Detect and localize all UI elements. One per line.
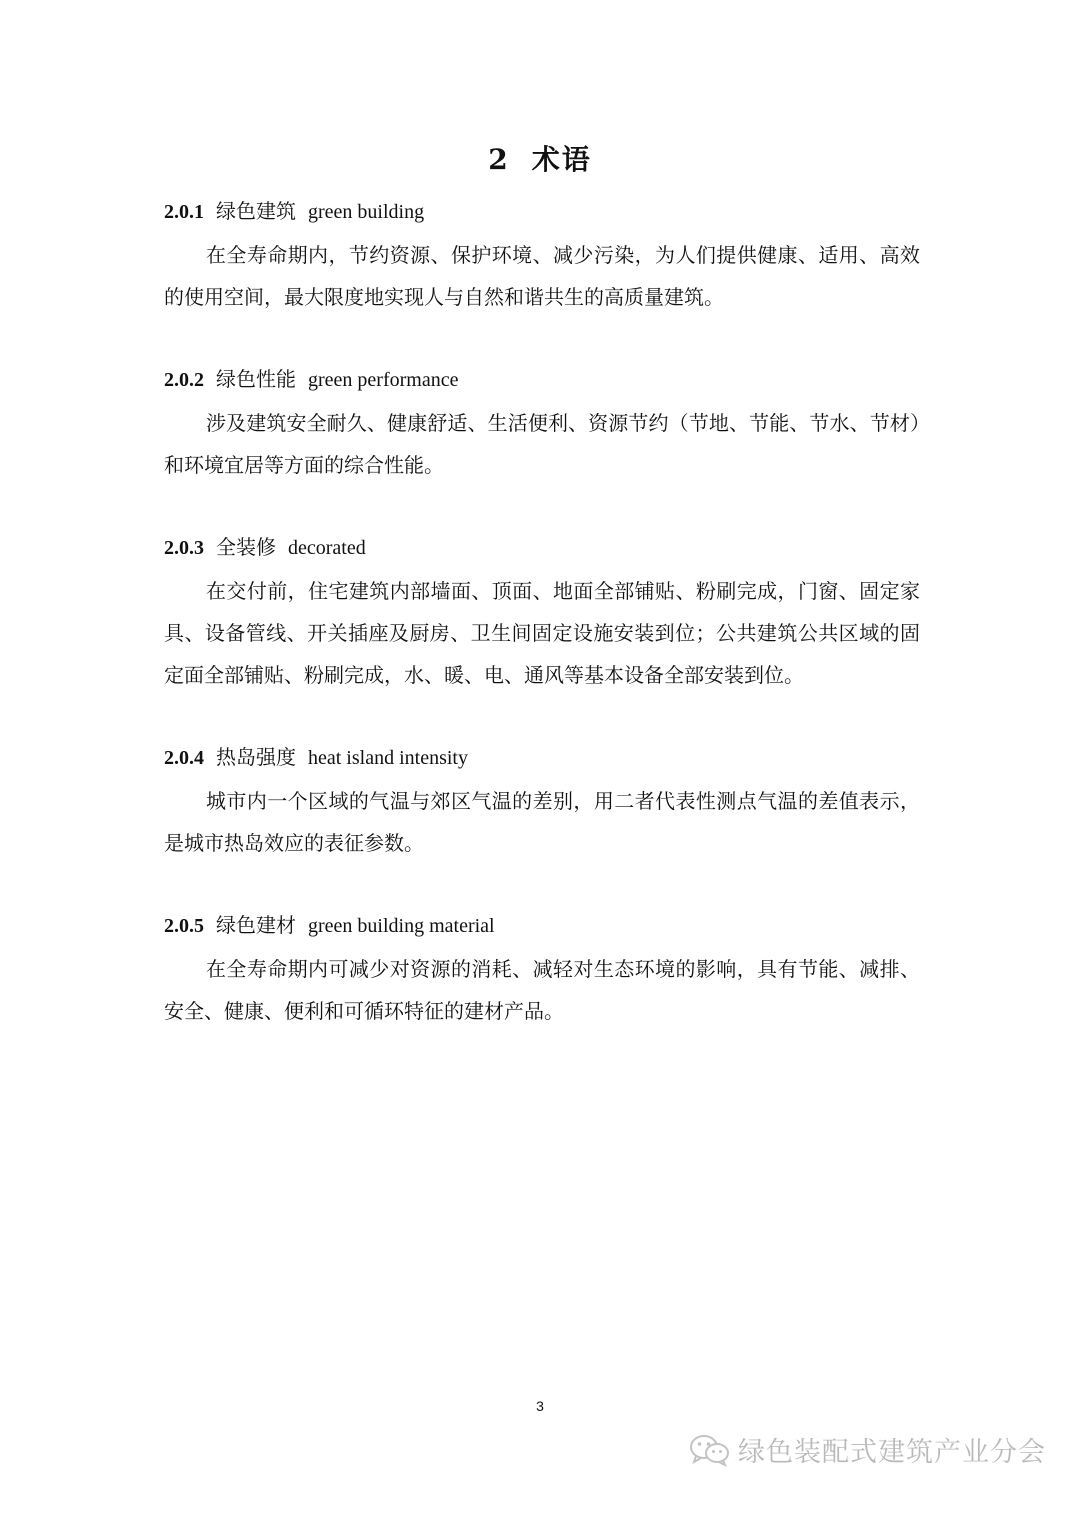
term-chinese: 绿色建材 xyxy=(216,913,296,937)
term-2-0-3 xyxy=(164,528,920,696)
term-english: heat island intensity xyxy=(308,747,468,769)
chapter-title-text: 术语 xyxy=(531,143,592,176)
term-number: 2.0.3 xyxy=(164,537,204,559)
term-number: 2.0.1 xyxy=(164,201,204,223)
chapter-number: 2 xyxy=(488,143,510,176)
term-definition: 涉及建筑安全耐久、健康舒适、生活便利、资源节约（节地、节能、节水、节材）和环境宜居等方面的综合性能。 xyxy=(164,411,920,477)
term-heading xyxy=(164,360,920,398)
term-2-0-4 xyxy=(164,738,920,864)
terms-list xyxy=(164,192,920,1074)
term-heading xyxy=(164,192,920,230)
term-2-0-5 xyxy=(164,906,920,1032)
term-english: green performance xyxy=(308,369,459,391)
term-chinese: 绿色性能 xyxy=(216,367,296,391)
term-english: decorated xyxy=(288,537,366,559)
term-number: 2.0.5 xyxy=(164,915,204,937)
term-definition: 在全寿命期内可减少对资源的消耗、减轻对生态环境的影响，具有节能、减排、安全、健康、便利和可循环特征的建材产品。 xyxy=(164,957,920,1023)
term-definition: 在全寿命期内，节约资源、保护环境、减少污染，为人们提供健康、适用、高效的使用空间，最大限度地实现人与自然和谐共生的高质量建筑。 xyxy=(164,243,920,309)
wechat-icon xyxy=(688,1433,730,1467)
term-chinese: 全装修 xyxy=(216,535,276,559)
term-chinese: 绿色建筑 xyxy=(216,199,296,223)
term-number: 2.0.2 xyxy=(164,369,204,391)
term-heading xyxy=(164,528,920,566)
watermark xyxy=(688,1430,1046,1469)
term-definition: 在交付前，住宅建筑内部墙面、顶面、地面全部铺贴、粉刷完成，门窗、固定家具、设备管线、开关插座及厨房、卫生间固定设施安装到位；公共建筑公共区域的固定面全部铺贴、粉刷完成，水、暖、电、通风等基本设备全部安装到位。 xyxy=(164,579,920,687)
term-2-0-2 xyxy=(164,360,920,486)
page-number: 3 xyxy=(536,1398,544,1414)
watermark-text: 绿色装配式建筑产业分会 xyxy=(738,1437,1046,1468)
term-number: 2.0.4 xyxy=(164,747,204,769)
term-english: green building xyxy=(308,201,425,223)
term-heading xyxy=(164,906,920,944)
term-english: green building material xyxy=(308,915,495,937)
term-heading xyxy=(164,738,920,776)
term-chinese: 热岛强度 xyxy=(216,745,296,769)
term-2-0-1 xyxy=(164,192,920,318)
chapter-title xyxy=(0,138,1080,178)
term-definition: 城市内一个区域的气温与郊区气温的差别，用二者代表性测点气温的差值表示，是城市热岛效应的表征参数。 xyxy=(164,789,920,855)
